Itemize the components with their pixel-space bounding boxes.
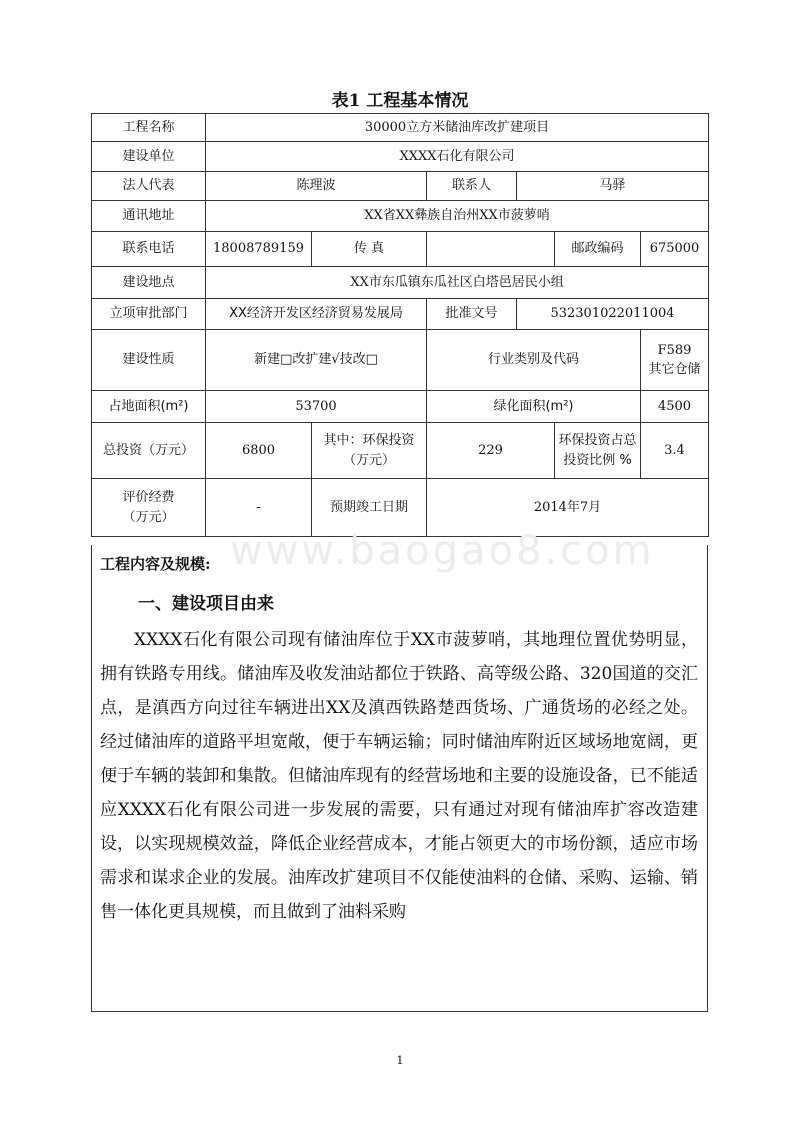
project-name-label: 工程名称: [92, 114, 206, 142]
area-value: 53700: [206, 391, 427, 423]
project-info-table: [91, 113, 709, 537]
env-ratio-label-line2: 投资比例 %: [563, 452, 632, 468]
table-row: [92, 330, 709, 391]
invest-value: 6800: [206, 423, 312, 479]
company-label: 建设单位: [92, 142, 206, 172]
green-value: 4500: [641, 391, 709, 423]
table-row: [92, 299, 709, 330]
section-title: 工程内容及规模:: [100, 555, 211, 573]
table-row: [92, 172, 709, 201]
subsection-title: 一、建设项目由来: [138, 594, 274, 614]
industry-name: 其它仓储: [648, 362, 701, 377]
eval-fee-label-line1: 评价经费: [122, 490, 175, 505]
nature-label: 建设性质: [92, 330, 206, 391]
env-invest-label-line2: （万元）: [342, 452, 395, 468]
table-row: [92, 142, 709, 172]
env-ratio-value: 3.4: [641, 423, 709, 479]
nature-value: 新建□改扩建√技改□: [206, 330, 427, 391]
industry-code: F589: [657, 342, 692, 358]
table-row: [92, 232, 709, 267]
location-value: XX市东瓜镇东瓜社区白塔邑居民小组: [206, 267, 709, 299]
table-row: [92, 201, 709, 232]
eval-fee-label-line2: （万元）: [122, 509, 175, 525]
env-invest-label-line1: 其中：环保投资: [323, 433, 415, 448]
body-paragraph: XXXX石化有限公司现有储油库位于XX市菠萝哨，其地理位置优势明显，拥有铁路专用线。储油库及收发油站都位于铁路、高等级公路、320国道的交汇点，是滇西方向过往车辆进出XX及滇西铁路楚西货场、广通货场的必经之处。经过储油库的道路平坦宽敞，便于车辆运输；同时储油库附近区域场地宽阔，更便于车辆的装卸和集散。但储油库现有的经营场地和主要的设施设备，已不能适应XXXX石化有限公司进一步发展的需要，只有通过对现有储油库扩容改造建设，以实现规模效益，降低企业经营成本，才能占领更大的市场份额，适应市场需求和谋求企业的发展。油库改扩建项目不仅能使油料的仓储、采购、运输、销售一体化更具规模，而且做到了油料采购: [100, 630, 698, 922]
table-row: [92, 391, 709, 423]
page-number: 1: [396, 1054, 404, 1067]
contact-value: 马驿: [517, 172, 709, 201]
address-label: 通讯地址: [92, 201, 206, 232]
env-ratio-label-line1: 环保投资占总: [558, 433, 637, 448]
phone-value: 18008789159: [206, 232, 312, 267]
env-invest-label: [312, 423, 427, 479]
document-title: 表1 工程基本情况: [331, 91, 469, 111]
eval-fee-value: -: [206, 479, 312, 537]
approval-no-value: 532301022011004: [517, 299, 709, 330]
table-row: [92, 267, 709, 299]
fax-label: 传 真: [312, 232, 427, 267]
industry-label: 行业类别及代码: [427, 330, 641, 391]
area-label: 占地面积(m²): [92, 391, 206, 423]
legal-rep-value: 陈理波: [206, 172, 427, 201]
watermark: www.baogao8.com: [230, 528, 655, 574]
fax-value: [427, 232, 555, 267]
contact-label: 联系人: [427, 172, 517, 201]
invest-label: 总投资（万元）: [92, 423, 206, 479]
postcode-value: 675000: [641, 232, 709, 267]
approval-no-label: 批准文号: [427, 299, 517, 330]
table-row: [92, 114, 709, 142]
approval-dept-value: XX经济开发区经济贸易发展局: [206, 299, 427, 330]
industry-value: [641, 330, 709, 391]
postcode-label: 邮政编码: [555, 232, 641, 267]
eval-fee-label: [92, 479, 206, 537]
approval-dept-label: 立项审批部门: [92, 299, 206, 330]
project-name-value: 30000立方米储油库改扩建项目: [206, 114, 709, 142]
address-value: XX省XX彝族自治州XX市菠萝哨: [206, 201, 709, 232]
legal-rep-label: 法人代表: [92, 172, 206, 201]
location-label: 建设地点: [92, 267, 206, 299]
env-invest-value: 229: [427, 423, 555, 479]
completion-value: 2014年7月: [427, 479, 709, 537]
green-label: 绿化面积(m²): [427, 391, 641, 423]
env-ratio-label: [555, 423, 641, 479]
completion-label: 预期竣工日期: [312, 479, 427, 537]
phone-label: 联系电话: [92, 232, 206, 267]
company-value: XXXX石化有限公司: [206, 142, 709, 172]
table-row: [92, 423, 709, 479]
